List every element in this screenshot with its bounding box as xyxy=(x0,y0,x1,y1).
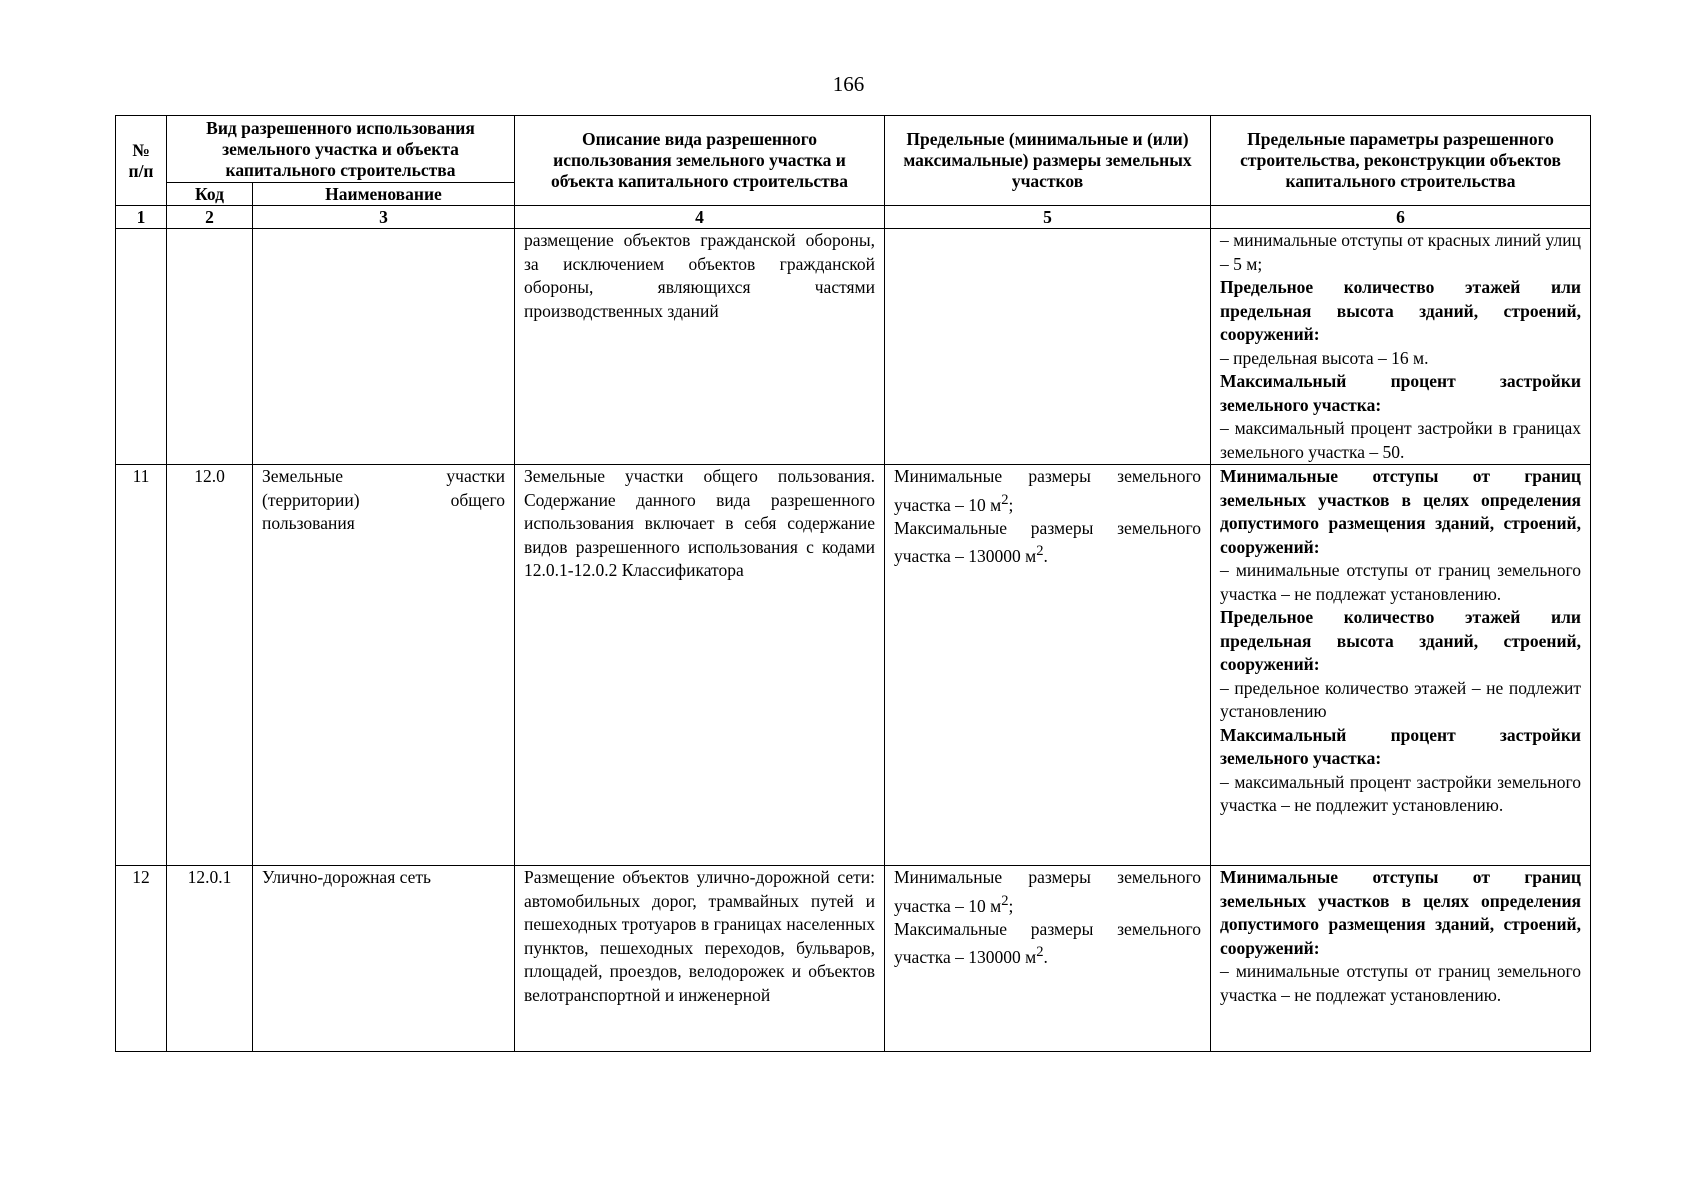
header-name: Наименование xyxy=(253,183,515,206)
row-description: Земельные участки общего пользования. Содержание данного вида разрешенного использования включает в себя содержание видов разрешенного использования с кодами 12.0.1-12.0.2 Классификатора xyxy=(515,465,885,866)
header-construction-params: Предельные параметры разрешенного строительства, реконструкции объектов капитального строительства xyxy=(1211,116,1591,206)
row-plot-sizes xyxy=(885,866,1211,1052)
column-number: 4 xyxy=(515,206,885,229)
param-line: – предельное количество этажей – не подлежит установлению xyxy=(1220,677,1581,721)
param-line: – минимальные отступы от границ земельного участка – не подлежат установлению. xyxy=(1220,560,1581,604)
row-code xyxy=(167,229,253,465)
table-row xyxy=(116,465,1591,866)
row-number: 11 xyxy=(116,465,167,866)
param-line: – максимальный процент застройки земельного участка – не подлежит установлению. xyxy=(1220,771,1581,815)
param-heading: Максимальный процент застройки земельного участка: xyxy=(1220,724,1581,768)
row-construction-params xyxy=(1211,866,1591,1052)
row-number: 12 xyxy=(116,866,167,1052)
header-description: Описание вида разрешенного использования земельного участка и объекта капитального строительства xyxy=(515,116,885,206)
row-description: Размещение объектов улично-дорожной сети: автомобильных дорог, трамвайных путей и пешеходных тротуаров в границах населенных пунктов, пешеходных переходов, бульваров, площадей, проездов, велодорожек и объектов велотранспортной и инженерной xyxy=(515,866,885,1052)
row-code: 12.0.1 xyxy=(167,866,253,1052)
param-line: – минимальные отступы от красных линий улиц – 5 м; xyxy=(1220,230,1581,274)
page-number: 166 xyxy=(832,72,865,96)
param-heading: Минимальные отступы от границ земельных участков в целях определения допустимого размещения зданий, строений, сооружений: xyxy=(1220,867,1581,958)
param-heading: Максимальный процент застройки земельного участка: xyxy=(1220,371,1581,415)
column-number: 5 xyxy=(885,206,1211,229)
header-use-type-group: Вид разрешенного использования земельного участка и объекта капитального строительства xyxy=(167,116,515,183)
plot-size-max: Максимальные размеры земельного участка – 130000 $м^2$. xyxy=(894,517,1201,567)
column-number: 6 xyxy=(1211,206,1591,229)
plot-size-max: Максимальные размеры земельного участка – 130000 $м^2$. xyxy=(894,918,1201,968)
header-num: № п/п xyxy=(116,116,167,206)
table-row xyxy=(116,866,1591,1052)
plot-size-min: Минимальные размеры земельного участка – 10 $м^2$; xyxy=(894,466,1201,515)
table-row xyxy=(116,229,1591,465)
plot-size-min: Минимальные размеры земельного участка – 10 $м^2$; xyxy=(894,867,1201,916)
row-plot-sizes xyxy=(885,229,1211,465)
row-construction-params xyxy=(1211,465,1591,866)
param-heading: Предельное количество этажей или предельная высота зданий, строений, сооружений: xyxy=(1220,607,1581,674)
column-number: 2 xyxy=(167,206,253,229)
param-line: – минимальные отступы от границ земельного участка – не подлежат установлению. xyxy=(1220,961,1581,1005)
row-description: размещение объектов гражданской обороны, за исключением объектов гражданской обороны, являющихся частями производственных зданий xyxy=(515,229,885,465)
header-plot-sizes: Предельные (минимальные и (или) максимальные) размеры земельных участков xyxy=(885,116,1211,206)
column-number: 1 xyxy=(116,206,167,229)
row-name xyxy=(253,229,515,465)
header-code: Код xyxy=(167,183,253,206)
row-name: Улично-дорожная сеть xyxy=(253,866,515,1052)
param-heading: Минимальные отступы от границ земельных участков в целях определения допустимого размещения зданий, строений, сооружений: xyxy=(1220,466,1581,557)
column-number: 3 xyxy=(253,206,515,229)
column-numbers-row xyxy=(116,206,1591,229)
land-use-table xyxy=(115,115,1591,1052)
param-line: – максимальный процент застройки в границах земельного участка – 50. xyxy=(1220,418,1581,462)
row-name: Земельные участки (территории) общего пользования xyxy=(253,465,515,866)
param-line: – предельная высота – 16 м. xyxy=(1220,347,1429,368)
row-number xyxy=(116,229,167,465)
row-construction-params xyxy=(1211,229,1591,465)
row-plot-sizes xyxy=(885,465,1211,866)
param-heading: Предельное количество этажей или предельная высота зданий, строений, сооружений: xyxy=(1220,277,1581,344)
row-code: 12.0 xyxy=(167,465,253,866)
